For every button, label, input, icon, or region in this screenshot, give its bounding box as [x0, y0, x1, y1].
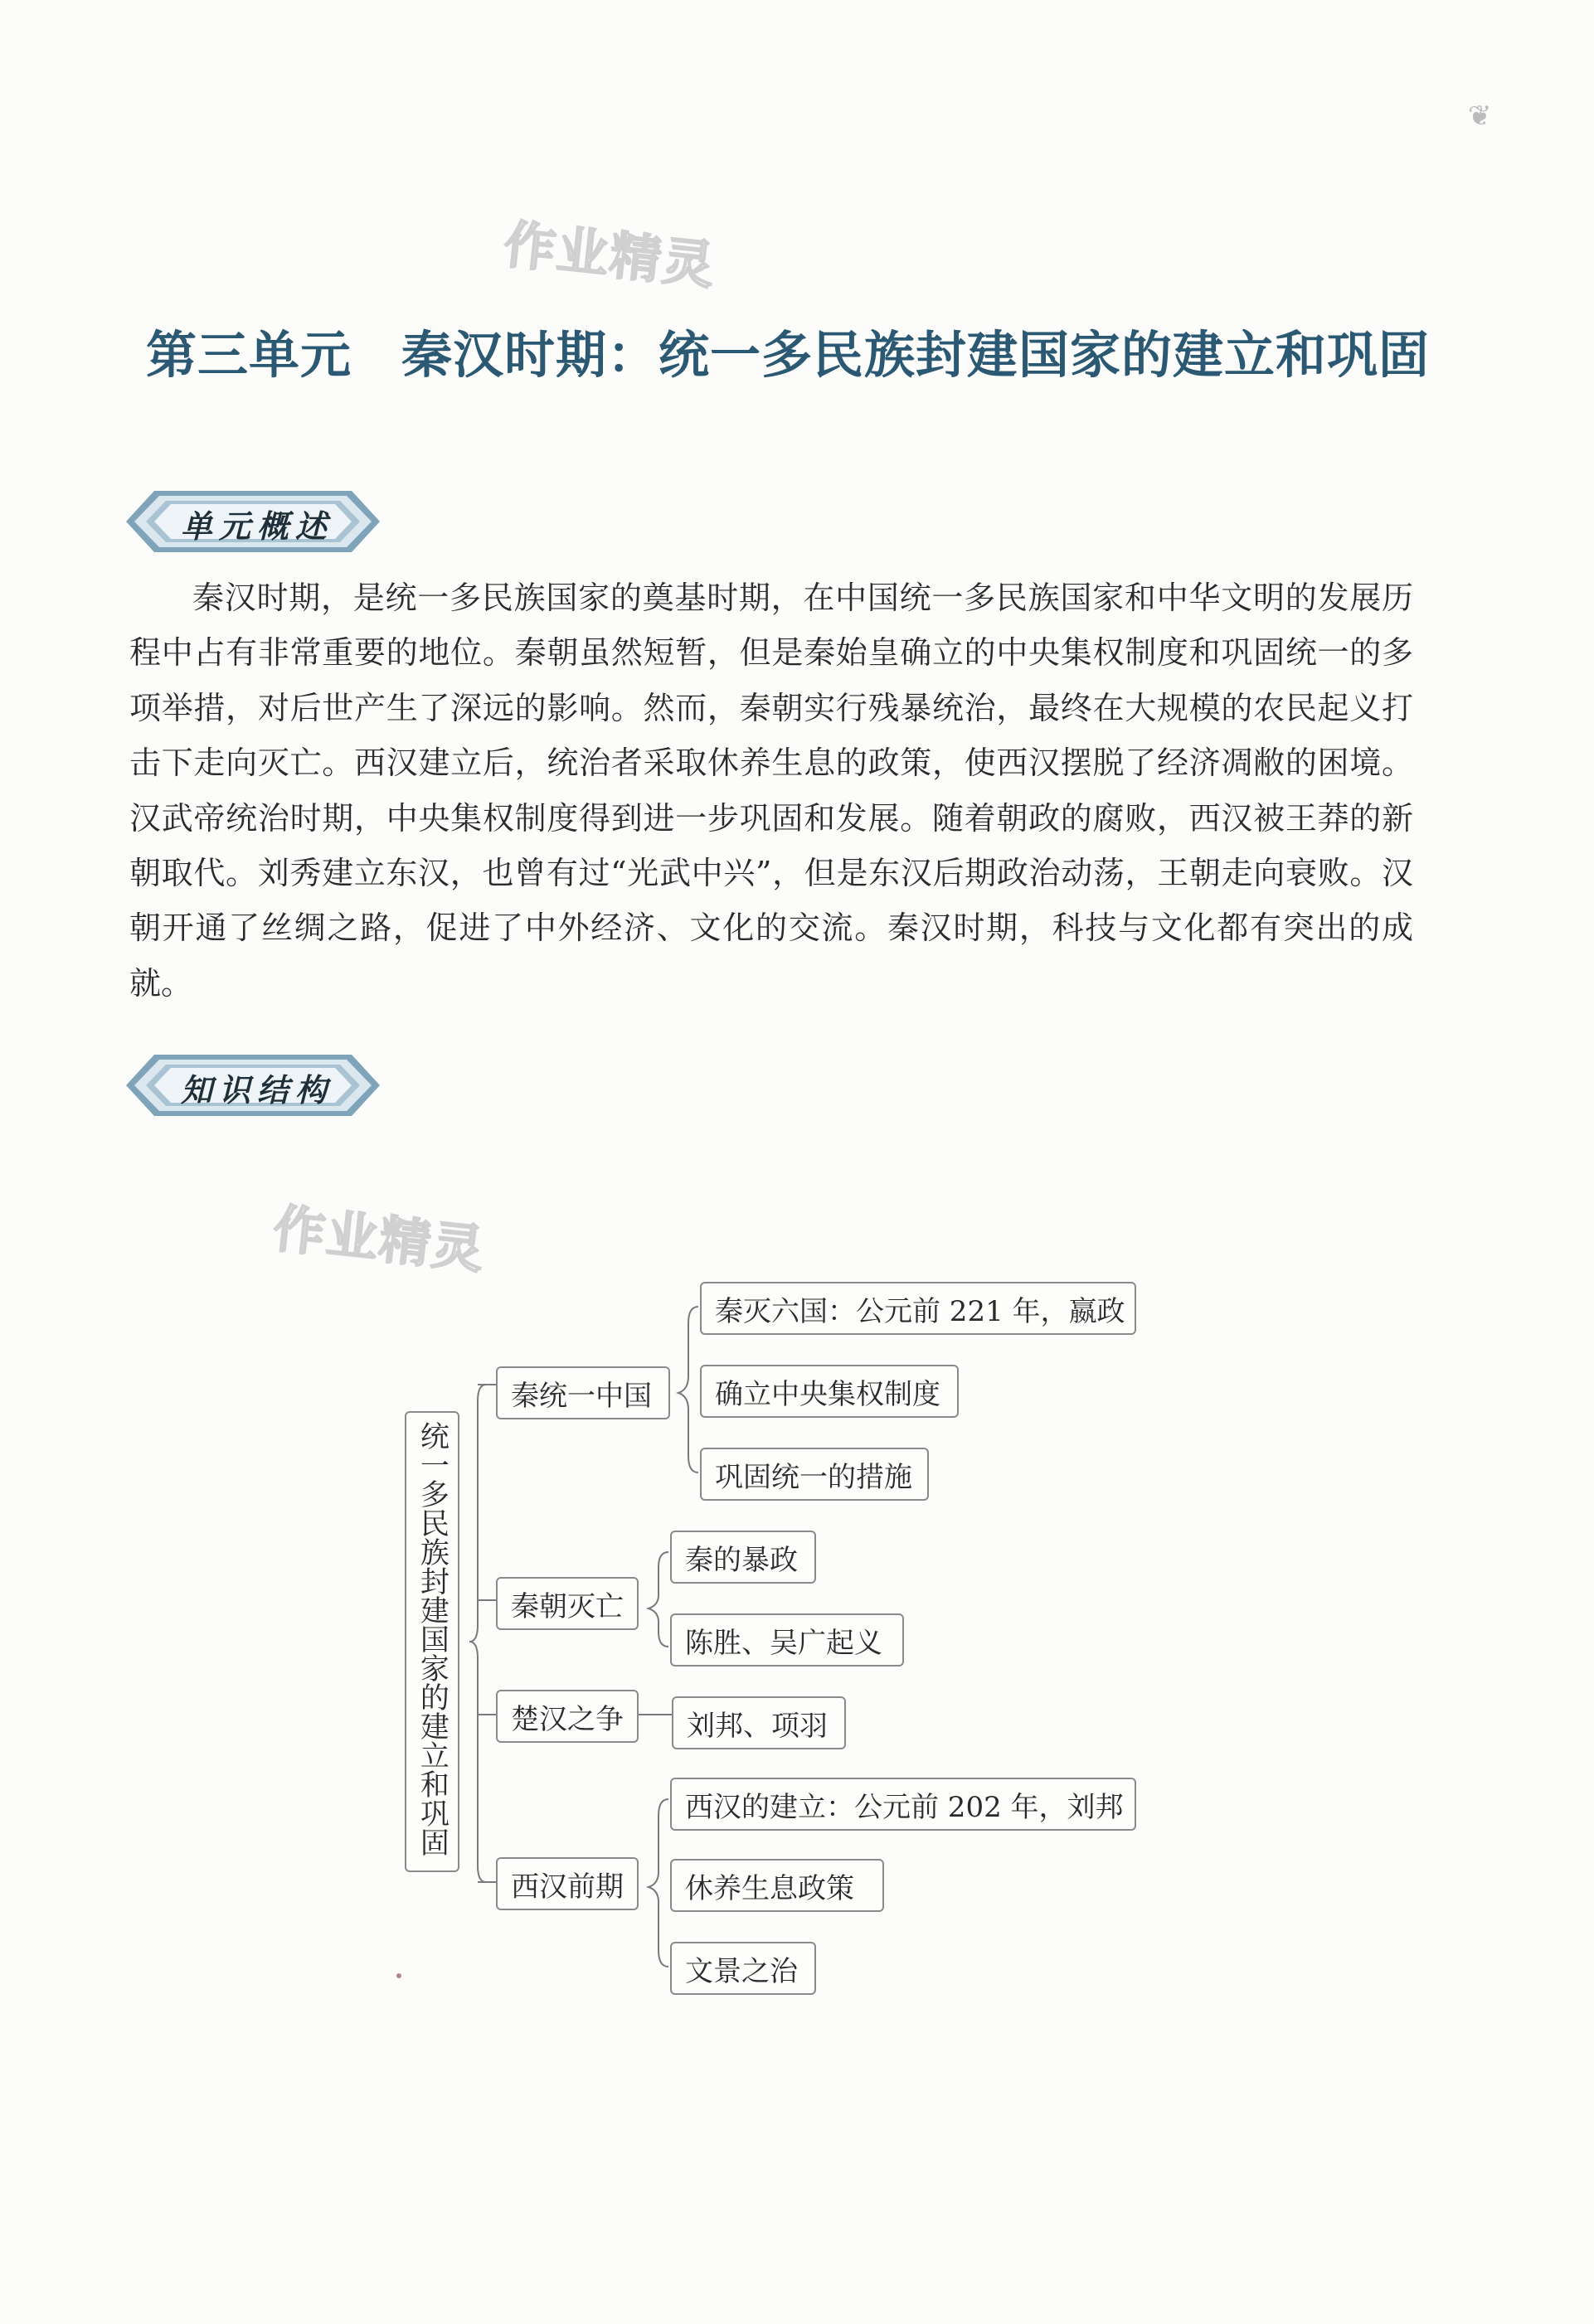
watermark-middle: 作业精灵	[270, 1197, 488, 1281]
overview-paragraph: 秦汉时期，是统一多民族国家的奠基时期，在中国统一多民族国家和中华文明的发展历程中占有非常重要的地位。秦朝虽然短暂，但是秦始皇确立的中央集权制度和巩固统一的多项举措，对后世产生了深远的影响。然而，秦朝实行残暴统治，最终在大规模的农民起义打击下走向灭亡。西汉建立后，统治者采取休养生息的政策，使西汉摆脱了经济凋敝的困境。汉武帝统治时期，中央集权制度得到进一步巩固和发展。随着朝政的腐败，西汉被王莽的新朝取代。刘秀建立东汉，也曾有过“光武中兴”，但是东汉后期政治动荡，王朝走向衰败。汉朝开通了丝绸之路，促进了中外经济、文化的交流。秦汉时期，科技与文化都有突出的成就。	[129, 580, 1413, 1002]
ink-speck	[396, 1973, 401, 1978]
mindmap-branch-early-western-han: 西汉前期	[496, 1857, 639, 1910]
mindmap-leaf: 休养生息政策	[670, 1859, 884, 1912]
mindmap-leaf: 巩固统一的措施	[700, 1448, 929, 1501]
watermark-top: 作业精灵	[501, 213, 719, 297]
mindmap-branch-chu-han: 楚汉之争	[496, 1690, 639, 1743]
mindmap-leaf: 确立中央集权制度	[700, 1365, 959, 1418]
unit-number: 第三单元	[146, 326, 352, 385]
mindmap-leaf: 陈胜、吴广起义	[670, 1613, 904, 1667]
mindmap-branch-qin-unification: 秦统一中国	[496, 1366, 670, 1419]
mindmap-root: 统一多民族封建国家的建立和巩固	[405, 1411, 459, 1872]
corner-ornament-icon: ❦	[1468, 99, 1492, 133]
mindmap-leaf: 文景之治	[670, 1942, 816, 1995]
section-label-overview: 单元概述	[180, 507, 333, 545]
unit-name: 秦汉时期：统一多民族封建国家的建立和巩固	[401, 326, 1431, 385]
section-label-structure: 知识结构	[180, 1071, 333, 1109]
mindmap-branch-qin-fall: 秦朝灭亡	[496, 1577, 639, 1630]
mindmap-leaf: 西汉的建立：公元前 202 年，刘邦	[670, 1778, 1136, 1831]
mindmap-leaf: 秦灭六国：公元前 221 年，嬴政	[700, 1282, 1136, 1335]
mindmap-leaf: 刘邦、项羽	[672, 1696, 846, 1749]
mindmap-leaf: 秦的暴政	[670, 1531, 816, 1584]
